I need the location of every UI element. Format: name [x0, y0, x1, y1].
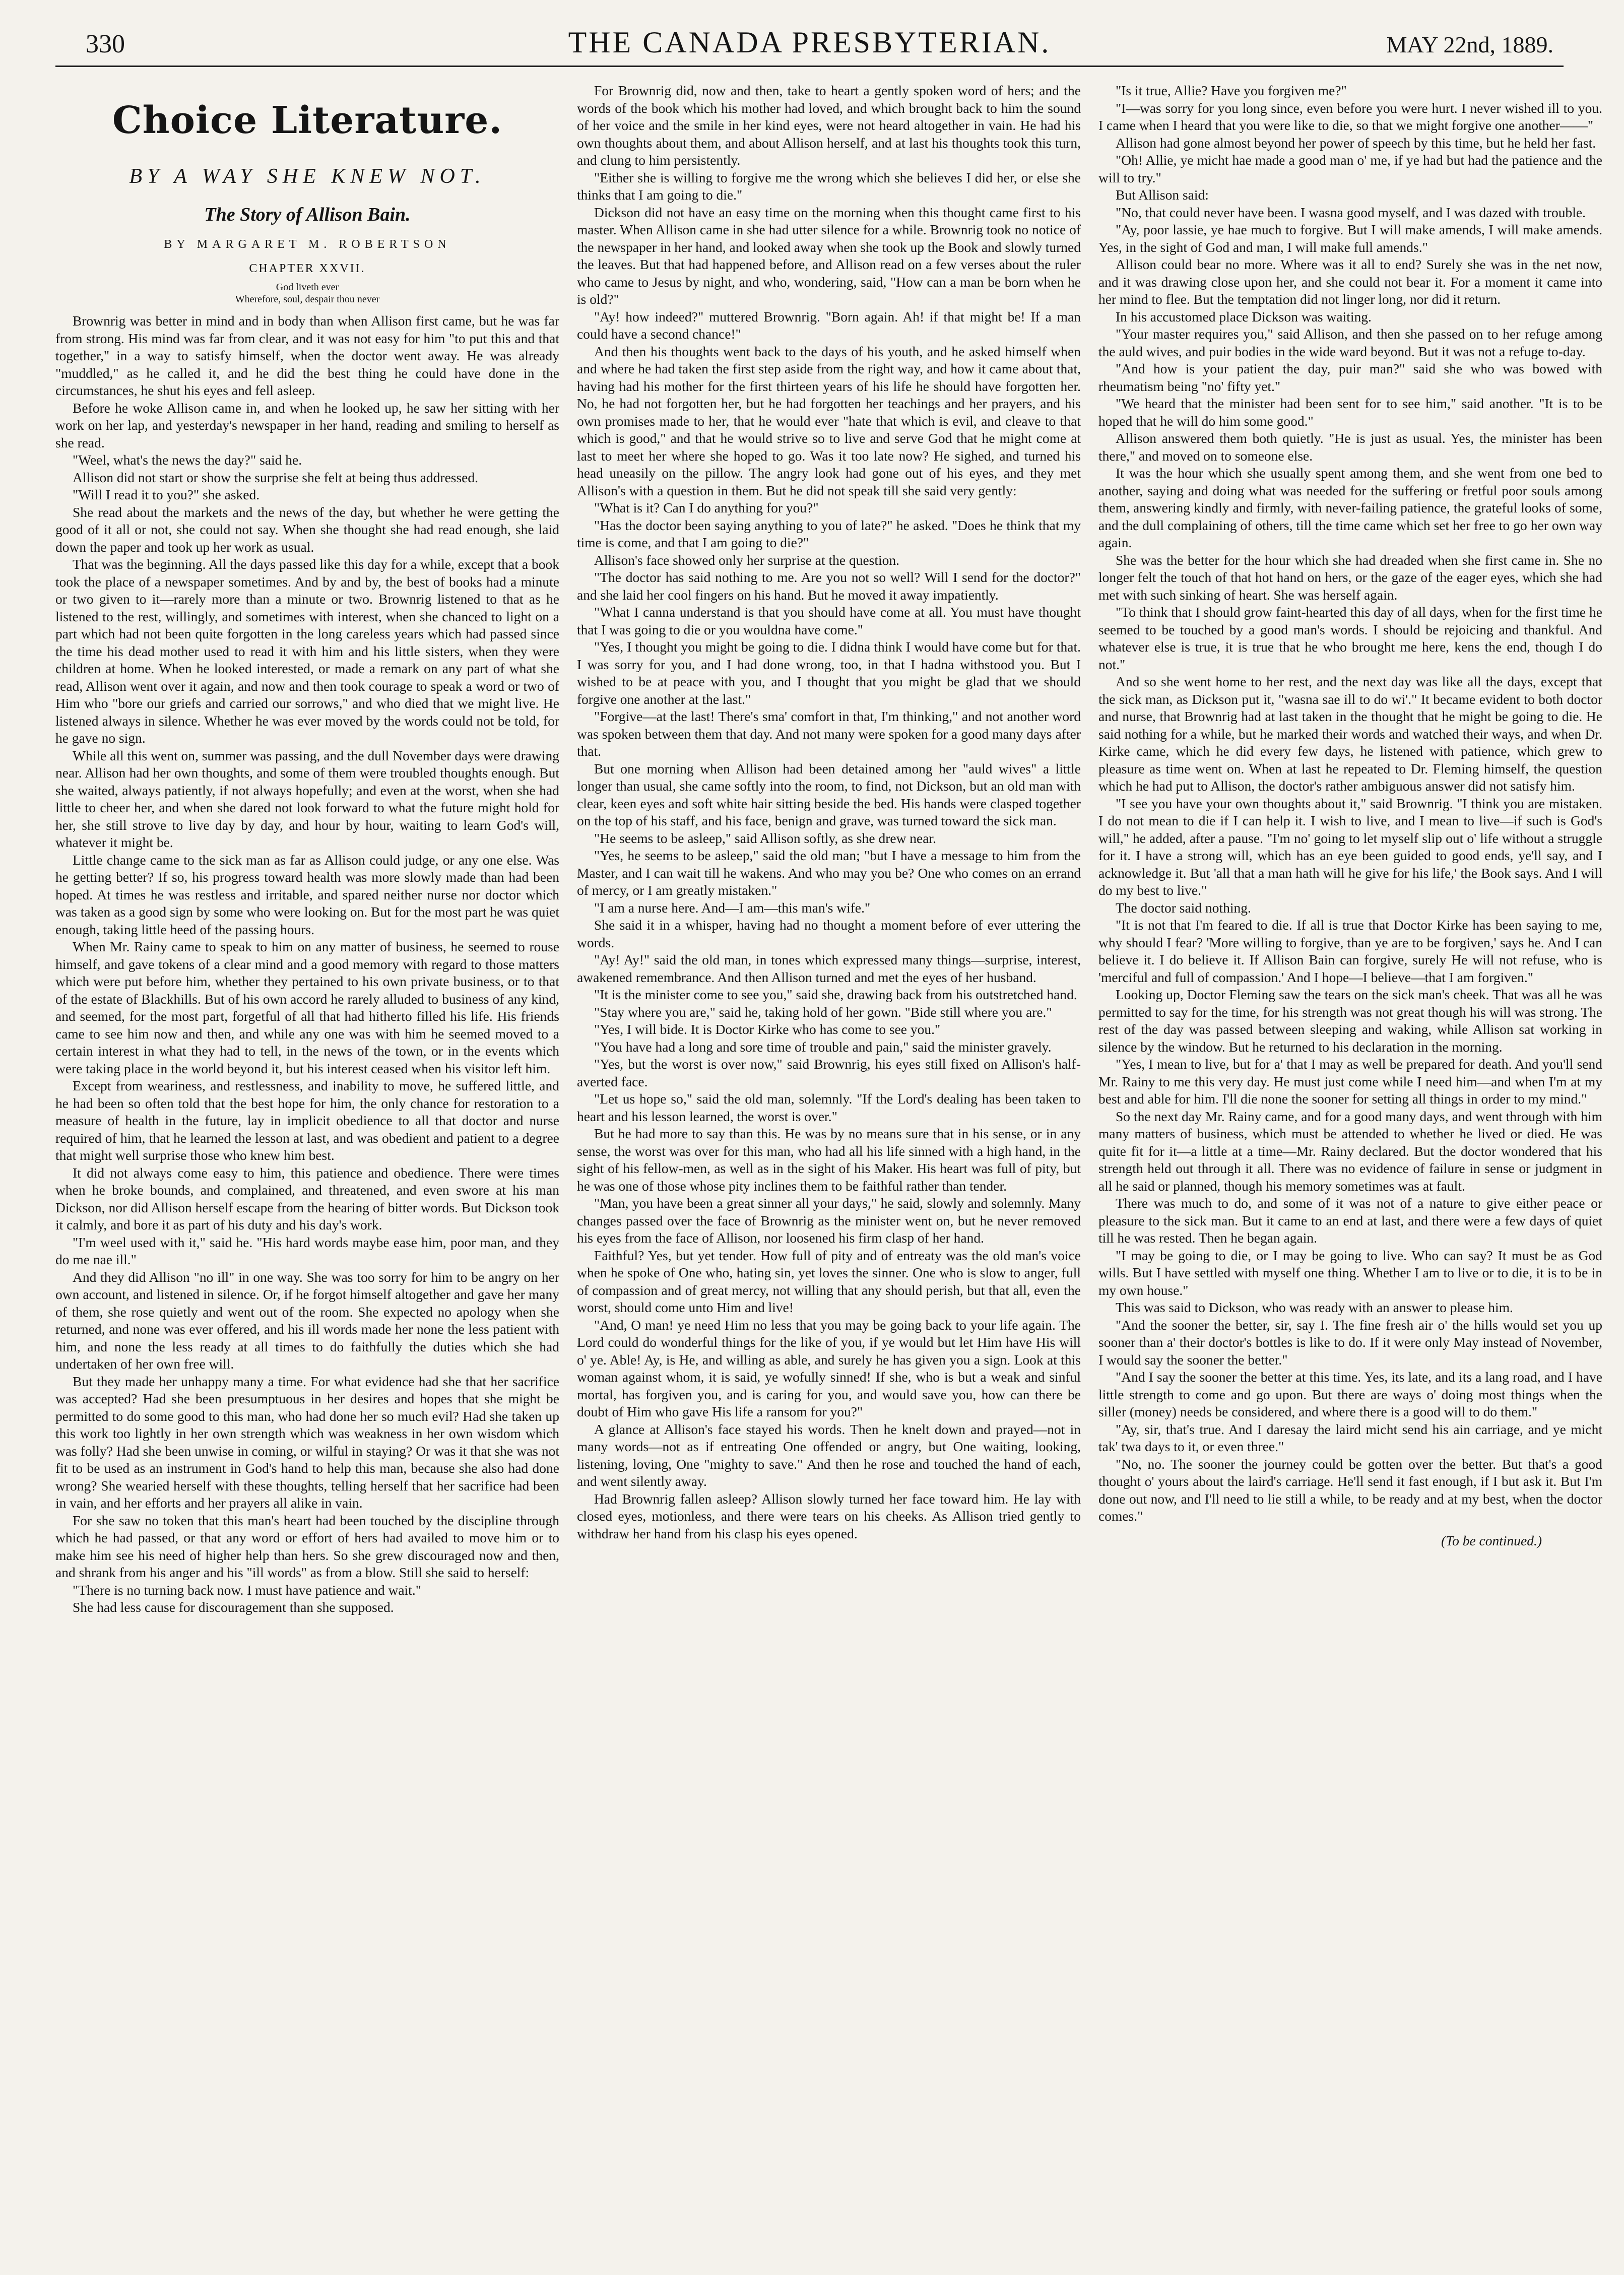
paragraph: While all this went on, summer was passing, and the dull November days were drawing near. Allison had her own thoughts, and some of them were troubled thoughts enough. But she waited, always patiently, if not always hopefully; and even at the worst, when she had little to cheer her, and when she dared not look forward to what the future might hold for her, she still strove to live day by day, and hour by hour, waiting to learn God's will, whatever it might be. [55, 747, 559, 851]
chapter-heading: CHAPTER XXVII. [249, 262, 366, 276]
epigraph-line: God liveth ever [276, 282, 339, 293]
story-subtitle: The Story of Allison Bain. [204, 204, 411, 225]
paragraph: "You have had a long and sore time of trouble and pain," said the minister gravely. [594, 1038, 1052, 1055]
to-be-continued: (To be continued.) [1441, 1532, 1542, 1548]
paragraph: "Is it true, Allie? Have you forgiven me?" [1116, 83, 1347, 98]
paragraph: "Ay! Ay!" said the old man, in tones which expressed many things—surprise, interest, awakened remembrance. And then Allison turned and met the eyes of her husband. [577, 952, 1081, 985]
paragraph: "It is the minister come to see you," said she, drawing back from his outstretched hand. [594, 987, 1077, 1002]
paragraph: "And I say the sooner the better at this time. Yes, its late, and its a lang road, and I have little strength to come and go upon. But there are ways o' doing most things when the siller (money) needs be considered, and where there is a good will to do them." [1098, 1369, 1602, 1419]
paragraph: But he had more to say than this. He was by no means sure that in his sense, or in any sense, the worst was over for this man, who had all his life sinned with a high hand, in the sight of his fellow-men, as well as in the sight of his Maker. His heart was full of pity, but he was one of those whose pity inclines them to be faithful rather than tender. [577, 1126, 1081, 1194]
column-1-text [55, 312, 559, 1616]
paragraph: There was much to do, and some of it was not of a nature to give either peace or pleasure to the sick man. But it came to an end at last, and there were a few days of quiet till he was rested. Then he began again. [1098, 1195, 1602, 1246]
paragraph: "What is it? Can I do anything for you?" [594, 500, 819, 515]
paragraph: "What I canna understand is that you should have come at all. You must have thought that I was going to die or you wouldna have come." [577, 604, 1081, 637]
paragraph: So the next day Mr. Rainy came, and for a good many days, and went through with him many matters of business, which must be attended to whether he lived or died. He was quite fit for it—a little at a time—Mr. Rainy declared. But the doctor wondered that his strength held out through it all. There was no evidence of failure in sense or judgment in all he said or planned, though his memory sometimes was at fault. [1098, 1108, 1602, 1194]
paragraph: But they made her unhappy many a time. For what evidence had she that her sacrifice was accepted? Had she been presumptuous in her desires and hopes that she might be permitted to do some good to this man, who had done her so much evil? Had she taken up this work too lightly in her own strength which was weakness in her own wisdom which was folly? Had she been unwise in coming, or wilful in staying? Or was it that she was not fit to be used as an instrument in God's hand to help this man, because she also had done wrong? She wearied herself with these thoughts, telling herself that her sacrifice had been in vain, and her efforts and her prayers all alike in vain. [55, 1373, 559, 1511]
paragraph: "Yes, but the worst is over now," said Brownrig, his eyes still fixed on Allison's half-averted face. [577, 1056, 1081, 1089]
epigraph [55, 281, 559, 305]
paragraph: "Yes, he seems to be asleep," said the old man; "but I have a message to him from the Master, and I can wait till he wakens. And who may you be? One who comes on an errand of mercy, or I am greatly mistaken." [577, 848, 1081, 898]
paragraph: "Yes, I mean to live, but for a' that I may as well be prepared for death. And you'll send Mr. Rainy to me this very day. He must just come while I need him—and when I'm at my best and able for him. I'll die none the sooner for setting all things in order to my mind." [1098, 1056, 1602, 1107]
paragraph: Looking up, Doctor Fleming saw the tears on the sick man's cheek. That was all he was permitted to say for the time, for his strength was not great though his will was strong. The rest of the day was passed between sleeping and waking, while Allison sat working in silence by the window. But he returned to his declaration in the morning. [1098, 987, 1602, 1055]
paragraph: When Mr. Rainy came to speak to him on any matter of business, he seemed to rouse himself, and gave tokens of a clear mind and a good memory with regard to those matters which were put before him, whether they pertained to his own private business, or to that of the estate of Blackhills. But of his own accord he rarely alluded to business of any kind, and seemed, for the most part, forgetful of all that had hitherto filled his life. His friends came to see him now and then, and while any one was with him he seemed moved to a certain interest in what they had to tell, in the news of the town, or in the events which were taking place in the world beyond it, but his interest ceased when his visitor left him. [55, 939, 559, 1076]
paragraph: "I see you have your own thoughts about it," said Brownrig. "I think you are mistaken. I do not mean to die if I can help it. I wish to live, and I mean to live—if such is God's will," he added, after a pause. "I'm no' going to let myself slip out o' life without a struggle for it. I have a strong will, which has an eye been guided to good ends, ye'll say, and I acknowledge it. But 'all that a man hath will he give for his life,' the Book says. And I will do my best to live." [1098, 795, 1602, 898]
paragraph: "Weel, what's the news the day?" said he. [73, 452, 302, 468]
paragraph: "And, O man! ye need Him no less that you may be going back to your life again. The Lord could do wonderful things for the like of you, if ye would but let Him have His will o' ye. Able! Ay, is He, and willing as able, and surely he has given you a sign. Look at this woman against whom, it is said, ye wofully sinned! If she, who is but a weak and sinful mortal, has forgiven you, and is caring for you, and would save you, how can there be doubt of Him who gave His life a ransom for you?" [577, 1317, 1081, 1419]
paragraph: It was the hour which she usually spent among them, and she went from one bed to another, saying and doing what was needed for the suffering or fretful poor souls among them, answering kindly and firmly, with never-failing patience, the grateful looks of some, and the dull complaining of others, till the time came which set her free to go her own way again. [1098, 465, 1602, 550]
masthead-title: THE CANADA PRESBYTERIAN. [568, 26, 1051, 59]
paragraph: "Let us hope so," said the old man, solemnly. "If the Lord's dealing has been taken to heart and his lesson learned, the worst is over." [577, 1091, 1081, 1124]
paragraph: For Brownrig did, now and then, take to heart a gently spoken word of hers; and the words of the book which his mother had loved, and which brought back to him the sound of her voice and the smile in her kind eyes, were not heard altogether in vain. He had his own thoughts about them, and about Allison herself, and at last his thoughts took this turn, and clung to him persistently. [577, 83, 1081, 168]
section-title: Choice Literature. [112, 99, 503, 142]
paragraph: "It is not that I'm feared to die. If all is true that Doctor Kirke has been saying to me, why should I fear? 'More willing to forgive, than ye are to be forgiven,' says he. And I can believe it. I do believe it. If Allison Bain can forgive, surely He will not refuse, who is 'merciful and full of compassion.' And I hope—I believe—that I am forgiven." [1098, 917, 1602, 985]
paragraph: "I'm weel used with it," said he. "His hard words maybe ease him, poor man, and they do me nae ill." [55, 1234, 559, 1268]
paragraph: Except from weariness, and restlessness, and inability to move, he suffered little, and he had been so often told that the best hope for him, the only chance for restoration to a measure of health in the future, lay in implicit obedience to all that doctor and nurse required of him, that he learned the lesson at last, and was obedient and patient to a degree that might well surprise those who knew him best. [55, 1078, 559, 1163]
paragraph: Allison could bear no more. Where was it all to end? Surely she was in the net now, and it was drawing close upon her, and she could not bear it. For a moment it came into her mind to flee. But the temptation did not linger long, nor did it return. [1098, 256, 1602, 307]
page-header [55, 20, 1564, 67]
paragraph: "Oh! Allie, ye micht hae made a good man o' me, if ye had but had the patience and the will to try." [1098, 152, 1602, 185]
story-title: BY A WAY SHE KNEW NOT. [129, 164, 486, 188]
paragraph: "Has the doctor been saying anything to you of late?" he asked. "Does he think that my time is come, and that I am going to die?" [577, 517, 1081, 550]
paragraph: The doctor said nothing. [1116, 899, 1251, 916]
paragraph: "We heard that the minister had been sent for to see him," said another. "It is to be hoped that he will do him some good." [1098, 396, 1602, 429]
paragraph: "Man, you have been a great sinner all your days," he said, slowly and solemnly. Many changes passed over the face of Brownrig as the minister went on, but he never removed his eyes from the face of Allison, nor loosened his firm clasp of her hand. [577, 1195, 1081, 1246]
paragraph: "Stay where you are," said he, taking hold of her gown. "Bide still where you are." [594, 1004, 1052, 1020]
paragraph: She said it in a whisper, having had no thought a moment before of ever uttering the words. [577, 917, 1081, 950]
paragraph: "Ay! how indeed?" muttered Brownrig. "Born again. Ah! if that might be! If a man could have a second chance!" [577, 308, 1081, 342]
paragraph: "To think that I should grow faint-hearted this day of all days, when for the first time he seemed to be touched by a good man's words. I should be rejoicing and thankful. And whatever else is true, it is true that he who brought me here, kens the end, though I do not." [1098, 604, 1602, 672]
paragraph: Allison's face showed only her surprise at the question. [594, 552, 900, 568]
paragraph: "Yes, I will bide. It is Doctor Kirke who has come to see you." [594, 1021, 941, 1037]
paragraph: "And how is your patient the day, puir man?" said she who was bowed with rheumatism being "no' fifty yet." [1098, 361, 1602, 394]
paragraph: In his accustomed place Dickson was waiting. [1116, 308, 1372, 324]
epigraph-line: Wherefore, soul, despair thou never [235, 294, 380, 305]
paragraph: A glance at Allison's face stayed his words. Then he knelt down and prayed—not in many words—not as if entreating One offended or angry, but One waiting, looking, listening, loving, One "mighty to save." And then he rose and touched the hand of each, and went silently away. [577, 1421, 1081, 1489]
page-number: 330 [86, 30, 125, 58]
paragraph: "There is no turning back now. I must have patience and wait." [73, 1582, 421, 1598]
paragraph: Allison had gone almost beyond her power of speech by this time, but he held her fast. [1116, 135, 1596, 151]
paragraph: "Either she is willing to forgive me the wrong which she believes I did her, or else she thinks that I am going to die." [577, 169, 1081, 203]
paragraph: "I may be going to die, or I may be going to live. Who can say? It must be as God wills. But I have settled with myself one thing. Whether I am to live or to die, it is to be in my own house." [1098, 1247, 1602, 1298]
paragraph: "Yes, I thought you might be going to die. I didna think I would have come but for that. I was sorry for you, and I had done wrong, too, in that I hadna withstood you. But I wished to be at peace with you, and I thought that you might be glad that we should forgive one another at the last." [577, 639, 1081, 707]
paragraph: Allison answered them both quietly. "He is just as usual. Yes, the minister has been there," and moved on to someone else. [1098, 430, 1602, 464]
issue-date: MAY 22nd, 1889. [1386, 32, 1553, 57]
paragraph: "The doctor has said nothing to me. Are you not so well? Will I send for the doctor?" and she laid her cool fingers on his hand. But he moved it away impatiently. [577, 569, 1081, 603]
column-3 [1098, 82, 1602, 2244]
paragraph: She read about the markets and the news of the day, but whether he were getting the good of it all or not, she could not say. When she thought she had read enough, she laid down the paper and took up her work as usual. [55, 504, 559, 555]
column-1 [55, 82, 559, 2244]
paragraph: Had Brownrig fallen asleep? Allison slowly turned her face toward him. He lay with closed eyes, motionless, and there were tears on his cheeks. As Allison tried gently to withdraw her hand from his clasp his eyes opened. [577, 1490, 1081, 1541]
paragraph: Faithful? Yes, but yet tender. How full of pity and of entreaty was the old man's voice when he spoke of One who, hating sin, yet loves the sinner. One who is slow to anger, full of compassion and of great mercy, not willing that any should perish, but that all, even the worst, should come unto Him and live! [577, 1247, 1081, 1315]
paragraph: "Ay, sir, that's true. And I daresay the laird micht send his ain carriage, and ye micht tak' twa days to it, or even three." [1098, 1421, 1602, 1454]
paragraph: For she saw no token that this man's heart had been touched by the discipline through which he had passed, or that any word or effort of hers had availed to move him or to make him see his need of higher help than hers. So she grew discouraged now and then, and shrank from his anger and his "ill words" as from a blow. Still she said to herself: [55, 1512, 559, 1581]
paragraph: And they did Allison "no ill" in one way. She was too sorry for him to be angry on her own account, and listened in silence. Or, if he forgot himself altogether and gave her many of them, she rose quietly and went out of the room. She expected no apology when she returned, and none was ever offered, and his ill words made her none the less patient with him, and none the less ready at all times to do faithfully the duties which she had undertaken of her own free will. [55, 1269, 559, 1372]
paragraph: Brownrig was better in mind and in body than when Allison first came, but he was far from strong. His mind was far from clear, and it was not easy for him "to put this and that together," in a way to satisfy himself, when the doctor went away. He was already "muddled," as he called it, and he did the best thing he could have done in the circumstances, he shut his eyes and fell asleep. [55, 313, 559, 399]
paragraph: But one morning when Allison had been detained among her "auld wives" a little longer than usual, she came softly into the room, to find, not Dickson, but an old man with clear, keen eyes and soft white hair sitting beside the bed. His hands were clasped together on the top of his staff, and his face, benign and grave, was turned toward the sick man. [577, 760, 1081, 828]
column-2-text [577, 82, 1081, 1542]
paragraph: "No, that could never have been. I wasna good myself, and I was dazed with trouble. [1116, 204, 1586, 220]
paragraph: "Forgive—at the last! There's sma' comfort in that, I'm thinking," and not another word was spoken between them that day. And not many were spoken for a good many days after that. [577, 708, 1081, 759]
paragraph: Little change came to the sick man as far as Allison could judge, or any one else. Was he getting better? If so, his progress toward health was more slowly made than had been hoped. At times he was restless and irritable, and spared neither nurse nor doctor which was taken as a good sign by some who were looking on. But for the most part he was quiet enough, taking little heed of the passing hours. [55, 852, 559, 937]
column-2 [577, 82, 1081, 2244]
paragraph: And so she went home to her rest, and the next day was like all the days, except that the sick man, as Dickson put it, "wasna sae ill to do wi'." It became evident to both doctor and nurse, that Brownrig had at last taken in the thought that he might be going to die. He said nothing for a while, but he marked their words and watched their ways, and when Dr. Kirke came, which he did every few days, he listened with patience, which grew to pleasure as time went on. When at last he repeated to Dr. Fleming himself, the question which he had put to Allison, the doctor's rather ambiguous answer did not satisfy him. [1098, 674, 1602, 794]
paragraph: "No, no. The sooner the journey could be gotten over the better. But that's a good thought o' yours about the laird's carriage. He'll send it fast enough, if I but ask it. But I'm done out now, and I'll need to lie still a while, to be ready and at my best, when the doctor comes." [1098, 1456, 1602, 1524]
paragraph: This was said to Dickson, who was ready with an answer to please him. [1116, 1299, 1513, 1315]
byline: BY MARGARET M. ROBERTSON [164, 238, 451, 251]
paragraph: She was the better for the hour which she had dreaded when she first came in. She no longer felt the touch of that hot hand on hers, or the gaze of the eager eyes, which she had met with such sinking of heart. She was herself again. [1098, 552, 1602, 603]
paragraph: But Allison said: [1116, 187, 1209, 203]
paragraph: She had less cause for discouragement than she supposed. [73, 1599, 394, 1615]
paragraph: Dickson did not have an easy time on the morning when this thought came first to his master. When Allison came in she had utter silence for a while. Brownrig took no notice of the newspaper in her hand, and looked away when she took up the Book and slowly turned the leaves. But that had happened before, and Allison read on a few verses about the ruler who came to Jesus by night, and who, wondering, said, "How can a man be born when he is old?" [577, 204, 1081, 307]
paragraph: "And the sooner the better, sir, say I. The fine fresh air o' the hills would set you up sooner than a' their doctor's bottles is like to do. If it were only May instead of November, I would say the sooner the better." [1098, 1317, 1602, 1368]
paragraph: Allison did not start or show the surprise she felt at being thus addressed. [73, 469, 479, 485]
paragraph: "I—was sorry for you long since, even before you were hurt. I never wished ill to you. I came when I heard that you were like to die, so that we might forgive one another——" [1098, 100, 1602, 133]
paragraph: "He seems to be asleep," said Allison softly, as she drew near. [594, 830, 936, 846]
paragraph: "Ay, poor lassie, ye hae much to forgive. But I will make amends, I will make amends. Yes, in the sight of God and man, I will make full amends." [1098, 222, 1602, 255]
paragraph: "Will I read it to you?" she asked. [73, 487, 260, 503]
paragraph: It did not always come easy to him, this patience and obedience. There were times when he broke bounds, and complained, and threatened, and even swore at his man Dickson, nor did Allison herself escape from the hearing of bitter words. But Dickson took it calmly, and bore it as part of his duty and his day's work. [55, 1164, 559, 1233]
paragraph: And then his thoughts went back to the days of his youth, and he asked himself when and where he had taken the first step aside from the right way, and how it came about that, having had his mother for the first thirteen years of his life he should have forgotten her. No, he had not forgotten her, but he had forgotten her teachings and her prayers, and his own promises made to her, that he would ever "hate that which is evil, and cleave to that which is good," and that he would strive so to live and serve God that he might come at last to meet her where she hoped to go. Was it too late now? He sighed, and turned his head uneasily on the pillow. The angry look had gone out of his eyes, and they met Allison's with a question in them. But he did not speak till she said very gently: [577, 343, 1081, 498]
article-columns [55, 82, 1602, 2244]
paragraph: "I am a nurse here. And—I am—this man's wife." [594, 899, 871, 916]
paragraph: Before he woke Allison came in, and when he looked up, he saw her sitting with her work on her lap, and yesterday's newspaper in her hand, reading and smiling to herself as she read. [55, 400, 559, 450]
column-3-text [1098, 82, 1602, 1525]
paragraph: That was the beginning. All the days passed like this day for a while, except that a book took the place of a newspaper sometimes. And by and by, the best of books had a minute or two given to it—rarely more than a minute or two. Brownrig listened to that as he listened to the rest, willingly, and sometimes with interest, when she chanced to light on a part which had not been quite forgotten in the long careless years which had passed since the time his dead mother used to read it with him and his little sisters, when they were children at home. When he looked interested, or made a remark on any part of what she read, Allison went over it again, and now and then took courage to speak a word or two of Him who "bore our griefs and carried our sorrows," and who died that we might live. He listened always in silence. Whether he was ever moved by the words could not be told, for he gave no sign. [55, 556, 559, 746]
paragraph: "Your master requires you," said Allison, and then she passed on to her refuge among the auld wives, and puir bodies in the wide ward beyond. But it was not a refuge to-day. [1098, 326, 1602, 359]
